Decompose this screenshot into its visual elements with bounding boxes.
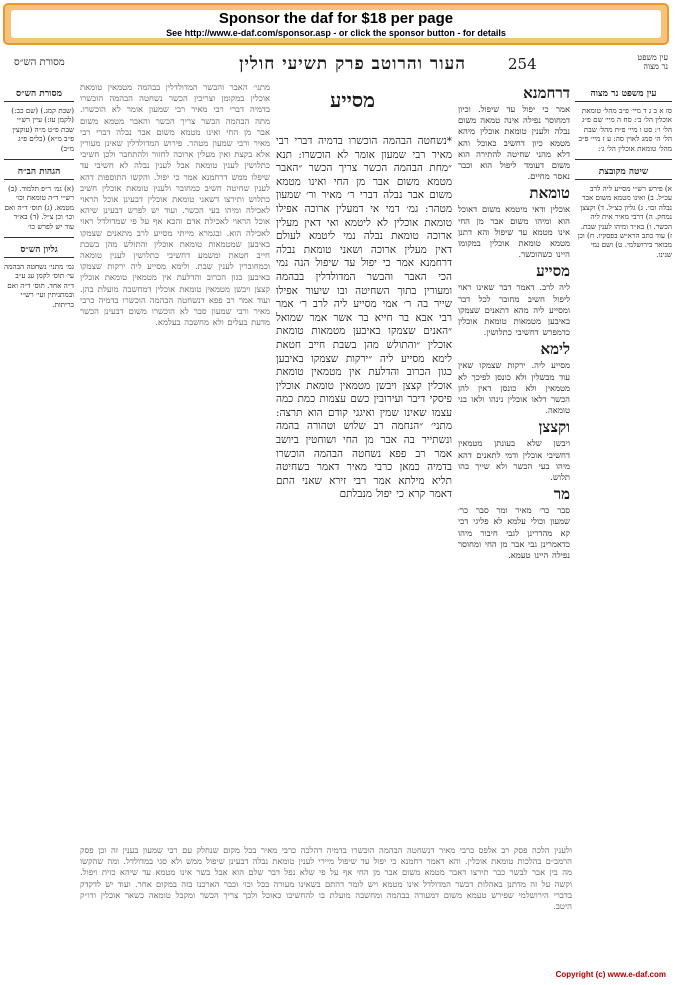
ein-mishpat-title: עין משפט נר מצוה	[575, 88, 672, 102]
gilyon-hashas-refs: גמ׳ מתני׳ נשחטה הבהמה עי׳ תוס׳ לקמן עג ע״ב ד״ה אחד. תוס׳ ד״ה ואם ובמתניתין ועי׳ רש״י כריתות.	[4, 262, 74, 309]
rashi-heading-4: לימא	[540, 340, 570, 359]
header-right-line-1: עין משפט	[637, 53, 668, 62]
gilyon-hashas-title: גליון הש״ס	[4, 244, 74, 258]
rashi-heading-3: מסייע	[536, 262, 570, 281]
rashi-text-6: סבר כר׳ מאיר ומר סבר כר׳ שמעון וכולי עלמא לא פליגי דכי קא מהדרינן לגבי חיבור מיהו כדאמרינן גבי אבר מן החי ומחוסר נפילה היינו טעמא.	[458, 505, 570, 561]
gemara-lead-word: מסייע	[330, 88, 376, 112]
rashi-text-3: ליה לרב. דאמר דבר שאינו ראוי ליפול חשיב מחובר לכל דבר ומסייע ליה מהא דתאנים שצמקו באיבען מטמאות טומאת אוכלין כדמפרש דחשיבי כתלושין.	[458, 282, 570, 338]
rashi-column	[458, 82, 570, 842]
rashi-heading-5: וקצצן	[538, 418, 570, 437]
shita-mekubetzet-refs: א) פירש רש״י מסייע ליה לרב עכ״ל. ב) ואינו מטמא משום אבר נבלה וכו׳. ג) גליון כצ״ל. ד) וקצצן נמחק. ה) דרבי מאיר אית ליה הכשר. ו) בא״ד ומיהו לענין שבת. ז) עוד כתב הרא״ש בפסקיו. ח) וכן מבואר בירושלמי. ט) ושם נמי שנינו.	[577, 184, 672, 259]
masoret-hashas-refs: (שבת קמג.) (שם כב:) (לקמן עז:) עיין רש״י שבת פ״ט מ״ה (עוקצין פ״ב מ״א) (כלים פ״ג מ״ב)	[11, 106, 74, 153]
rashi-heading-1: דרחמנא	[523, 84, 570, 102]
shita-mekubetzet-title: שיטה מקובצת	[575, 166, 672, 180]
left-margin-column	[4, 82, 74, 912]
divider	[4, 159, 74, 160]
rashi-heading-6: מר	[553, 485, 570, 504]
right-margin-column	[575, 82, 672, 912]
rashi-text-4: מסייע ליה. ירקות שצמקו שאין עוד מבשלין ולא כונסן לפיכך לא מטמאין ולא כונסן דאין להן הכשר דלאו אוכלין נינהו ולאו בני טומאה.	[458, 360, 570, 416]
rashi-heading-2: טומאת	[529, 184, 570, 203]
header-right-label	[637, 53, 668, 71]
gemara-text-continued: נשחטה הבהמה הוכשרו בדמיה כמאן כרבי מאיר דאמר בשחיטה תליא מילתא אמר רבי זירא שאני התם דאמר קרא כי יפול מנבלתם	[276, 447, 452, 501]
copyright-notice: Copyright (c) www.e-daf.com	[555, 970, 666, 979]
hagahot-habach-title: הגהות הב״ח	[4, 166, 74, 180]
sponsor-banner[interactable]	[3, 3, 669, 45]
divider	[575, 159, 672, 160]
header-right-line-2: נר מצוה	[643, 62, 668, 71]
ein-mishpat-refs: סז א ב ג ד מיי׳ פ״ב מהל׳ טומאת אוכלין הל׳ ב׳: סח ה מיי׳ שם פ״ג הל׳ ו׳: סט ו מיי׳ פ״ח מהל׳ שבת הל׳ ה׳ סמג לאוין סה: ע ז מיי׳ פ״ב מהל׳ טומאת אוכלין הל׳ ג׳:	[578, 106, 672, 153]
sponsor-subtitle[interactable]: See http://www.e-daf.com/sponsor.asp - or click the sponsor button - for details	[166, 28, 506, 38]
rashi-text-2: אוכלין ודאי מיטמא משום דאוכל הוא ומיהו משום אבר מן החי אינו מטמא עד שיפול והא דתנן מטמא טומאת אוכלין במקומו היינו כשהוכשר.	[458, 204, 570, 260]
hagahot-habach-refs: (א) גמ׳ ר״פ תלמוד. (ב) רש״י ד״ה טומאת וכו׳ מטמא. (ג) תוס׳ ד״ה ואם וכו׳ וכן צ״ל. (ד) בא״ד עוד יש לפרש כו׳	[4, 184, 74, 231]
rashi-text-1: אמר כי יפול עד שיפול. וכיון דמחוסר נפילה אינה טמאה משום נבלה ולענין טומאת אוכלין מיהא מטמא כיון דחשיב כאוכל והא דלא מהני שחיטה להתירה הוא משום דעומד ליפול הוא וכבר נאסר מחיים.	[458, 104, 570, 182]
left-commentary-column: מתני׳ האבר והבשר המדולדלין בבהמה מטמאין טומאת אוכלין במקומן וצריכין הכשר נשחטה הבהמה הוכשרו בדמיה דברי רבי מאיר רבי שמעון אומר לא הוכשרו. מתה הבהמה הבשר צריך הכשר והאבר מטמא משום אבר מן החי ואינו מטמא משום אבר נבלה דברי רבי מאיר ורבי שמעון מטהר. פירוש המדולדלין שאינן מעורין אלא בקצת ואין מעלין ארוכה לחזור ולהתחבר ולכן חשיבי כתלושין לענין טומאה אבל לענין נבלה לא חשיבי עד שיפלו ממש דרחמנא אמר כי יפול. והקשו התוספות דהא לענין שחיטה חשיב כמחובר ולענין טומאת אוכלין חשיב כתלוש ותירצו דשאני טומאת אוכלין דבעינן אוכל הראוי לאכילה ומיהו בעי הכשר. ועוד יש לפרש דבעינן שיהא אוכל הראוי לאכילת אדם והכא אף על פי שמדולדל ראוי לאכילה הוא. ובגמרא מייתי מסייע לרב מתאנים שצמקו באיבען שמטמאות טומאת אוכלין והתולש מהן בשבת חייב חטאת ומשמע דחשיבי כתלושין לענין טומאה וכמחוברין לענין שבת. ולימא מסייע ליה ירקות שצמקו באיבען כגון הכרוב והדלעת אין מטמאין טומאת אוכלין קצצן ויבשן מטמאין טומאת אוכלין דמחשבה מועלת בהן. ועוד אמר רב פפא דנשחטה הבהמה הוכשרו בדמיה כרבי מאיר ורבי שמעון סבר לא הוכשרו משום דבעינן הכשר מדעת בעלים ולא מחשבה בעלמא.	[80, 82, 270, 328]
gemara-column	[276, 135, 452, 785]
sponsor-title[interactable]: Sponsor the daf for $18 per page	[218, 10, 454, 27]
gemara-text: *נשחטה הבהמה הוכשרו בדמיה דברי רבי מאיר רבי שמעון אומר לא הוכשרו: תנא ״מחת הבהמה הכשר צריך הכשר ״האבר מטמא משום אבר מן החי ואינו מטמא משום אבר נבלה דברי ר׳ מאיר ור׳ שמעון מטהר: גמ׳ דמי אי דמעלין ארוכה אפילו טומאת אוכלין לא ליטמא ואי דאין מעלין ארוכה טומאת נבלה נמי ליטמא לעולם דאין מעלין ארוכה ושאני טומאת נבלה דרחמנא אמר כי יפול עד שיפול הנה נמי הכי האבר והבשר המדולדלין בבהמה ומעורין בתוך השחיטה ובו שיעור אפילו שייר בה ר׳ אמי מסייע ליה לרב ר׳ אמר רבי אבא בר חייא בר אשר אמר שמואל ״האנים שצמקו באיבען מטמאות טומאת אוכלין ״והתולש מהן בשבת חייב חטאת לימא מסייע ליה ״ירקות שצמקו באיבען כגון הכרוב והדלעת אין מטמאין טומאת אוכלין קצצן ויבשן מטמאין טומאת אוכלין פיסקי דיבר ועירובין כשם עצמות כמת כמה עצמו שאינו שמין ואיגגי קודם הוא תרצה: מתני׳ ״הנחמה רב שלוש וטהורה בהמה ונשתייר בה אבר מן החי ושוחטין ביושב אמר רב פפא	[276, 135, 452, 460]
bottom-commentary: ולענין הלכה פסק רב אלפס כרבי מאיר דנשחטה הבהמה הוכשרו בדמיה דהלכה כרבי מאיר בכל מקום שנחלק עם רבי שמעון בענין זה וכן פסק הרמב״ם בהלכות טומאת אוכלין. והא דאמר רחמנא כי יפול עד שיפול מיירי לענין טומאת נבלה דבעינן שיפול ממש ולא סגי במדולדל. ומה שהקשו מה בין אבר לבשר כבר תירצו דאבר מטמא משום אבר מן החי אף על פי שלא נפל דבר שלם הוא אבל בשר אינו מטמא עד שיהא כזית ויפול. וקשה על זה מדתנן באהלות דבשר המדולדל אינו מטמא ויש לומר דהתם בשאינו מעורה בכל וכו׳ וכבר הארכנו בזה במקום אחר. ועוד יש לדקדק בדברי הירושלמי שפירש טעמא משום דמעורה בבהמה ומחשבה מועלת בו להחשיבו כאוכל ולכך צריך הכשר ומקבל טומאה כשאר אוכלין ודו״ק היטב.	[80, 845, 572, 912]
rashi-text-5: ויבשן שלא בעונתן מטמאין דחשיבי אוכלין ודמי לתאנים דהא מיהו בעי הכשר ולא שייך בהו תלוש.	[458, 438, 570, 483]
divider	[4, 237, 74, 238]
header-left-label: מסורת הש״ס	[14, 57, 65, 68]
chapter-title: העור והרוטב פרק תשיעי חולין	[239, 54, 466, 74]
sponsor-banner-body[interactable]	[11, 10, 661, 38]
page-number: 254	[508, 55, 537, 73]
daf-header	[0, 52, 676, 78]
masoret-hashas-title: מסורת הש״ס	[4, 88, 74, 102]
